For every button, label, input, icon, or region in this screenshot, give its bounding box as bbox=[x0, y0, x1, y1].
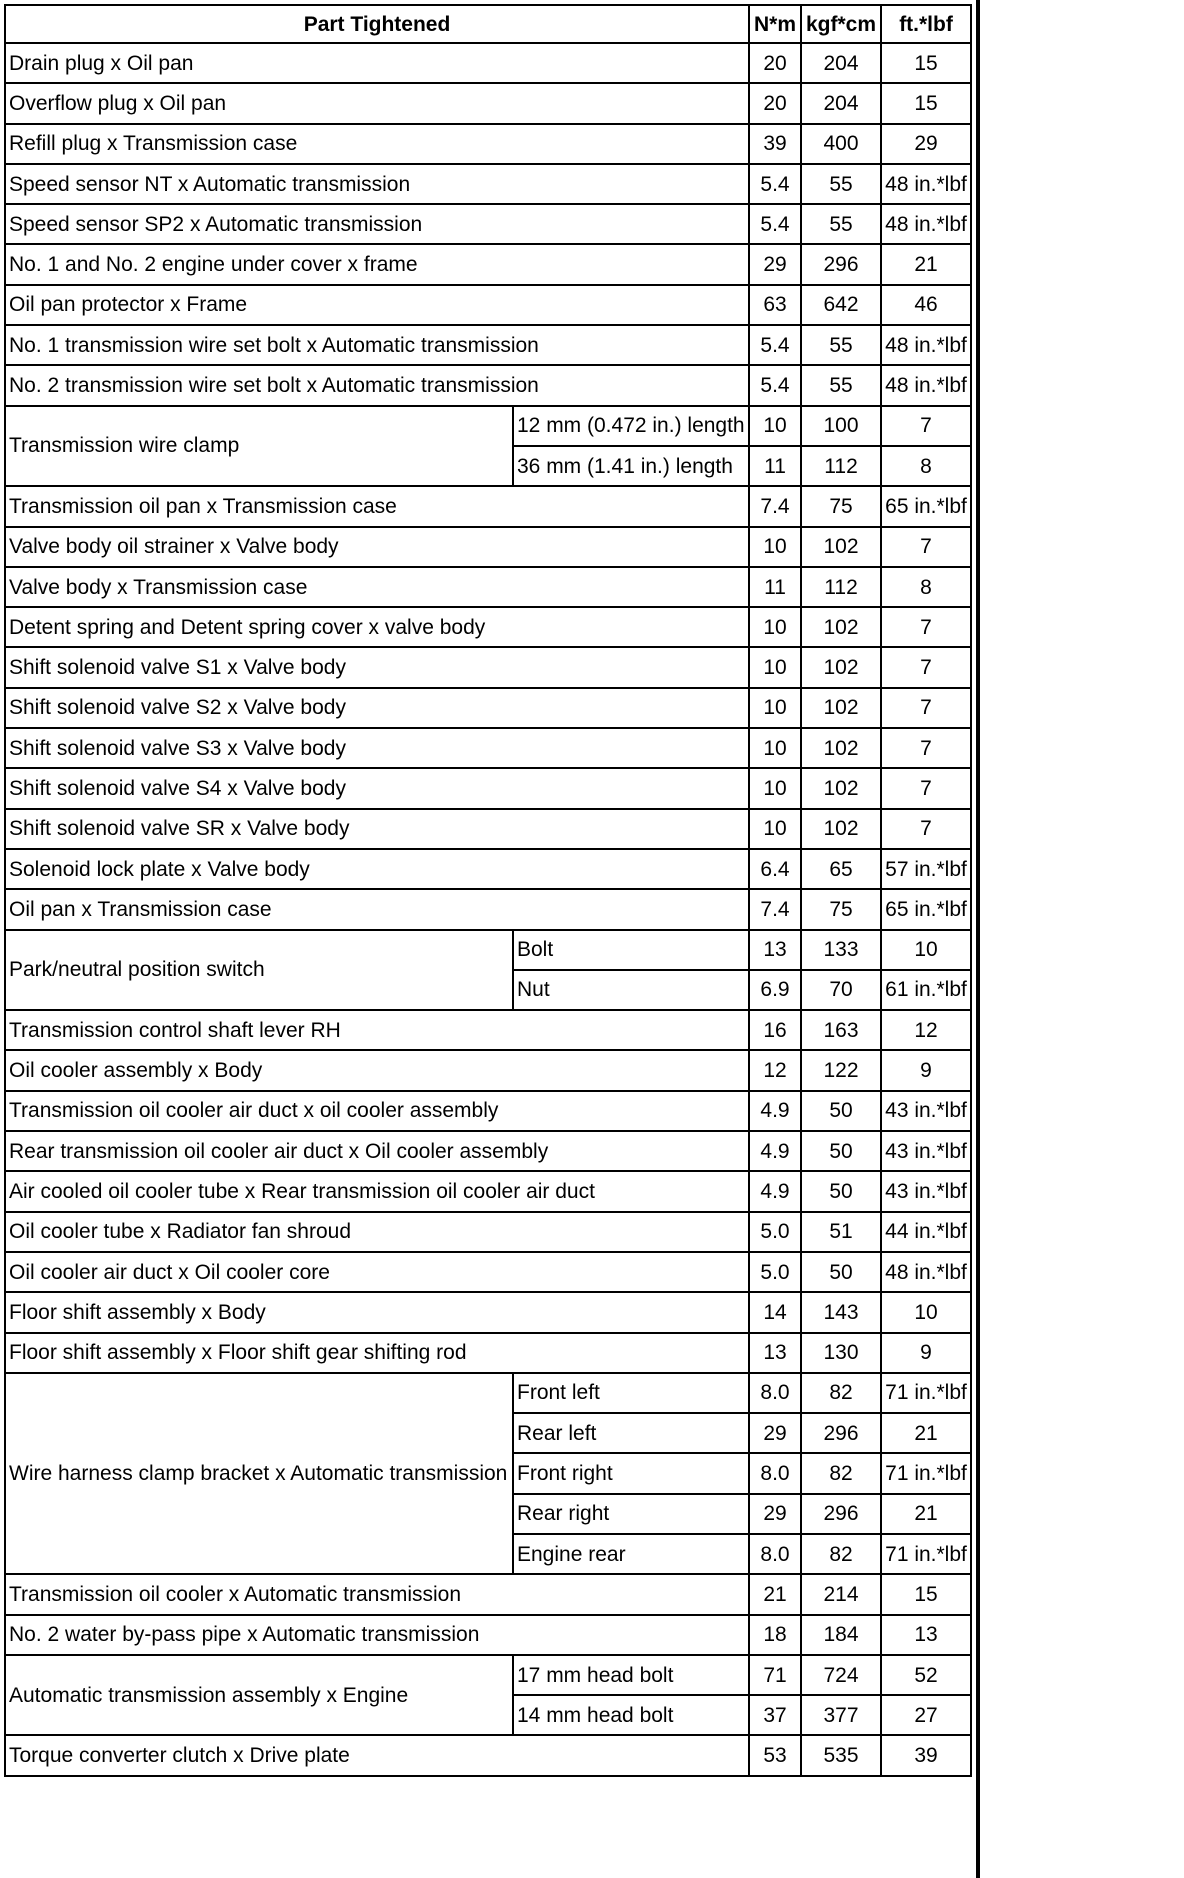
header-nm: N*m bbox=[749, 5, 801, 43]
nm-value-cell: 8.0 bbox=[749, 1534, 801, 1574]
header-kgf-cm: kgf*cm bbox=[801, 5, 881, 43]
header-part-tightened: Part Tightened bbox=[5, 5, 749, 43]
ft-lbf-value-cell: 10 bbox=[881, 930, 971, 970]
table-row bbox=[5, 889, 971, 929]
ft-lbf-value-cell: 43 in.*lbf bbox=[881, 1131, 971, 1171]
nm-value-cell: 5.4 bbox=[749, 365, 801, 405]
part-name-cell: No. 2 water by-pass pipe x Automatic transmission bbox=[5, 1615, 749, 1655]
part-name-cell: Shift solenoid valve S4 x Valve body bbox=[5, 768, 749, 808]
part-name-cell: Detent spring and Detent spring cover x valve body bbox=[5, 607, 749, 647]
sub-part-cell: Front right bbox=[513, 1453, 749, 1493]
kgf-cm-value-cell: 50 bbox=[801, 1131, 881, 1171]
part-name-cell: Valve body x Transmission case bbox=[5, 567, 749, 607]
kgf-cm-value-cell: 102 bbox=[801, 688, 881, 728]
nm-value-cell: 5.0 bbox=[749, 1212, 801, 1252]
kgf-cm-value-cell: 296 bbox=[801, 1494, 881, 1534]
part-name-cell: Speed sensor SP2 x Automatic transmission bbox=[5, 204, 749, 244]
part-name-cell: Valve body oil strainer x Valve body bbox=[5, 527, 749, 567]
kgf-cm-value-cell: 143 bbox=[801, 1292, 881, 1332]
ft-lbf-value-cell: 7 bbox=[881, 406, 971, 446]
ft-lbf-value-cell: 7 bbox=[881, 809, 971, 849]
nm-value-cell: 5.4 bbox=[749, 164, 801, 204]
kgf-cm-value-cell: 82 bbox=[801, 1534, 881, 1574]
nm-value-cell: 5.0 bbox=[749, 1252, 801, 1292]
ft-lbf-value-cell: 21 bbox=[881, 1413, 971, 1453]
kgf-cm-value-cell: 70 bbox=[801, 970, 881, 1010]
part-name-cell: Speed sensor NT x Automatic transmission bbox=[5, 164, 749, 204]
nm-value-cell: 16 bbox=[749, 1010, 801, 1050]
kgf-cm-value-cell: 112 bbox=[801, 567, 881, 607]
nm-value-cell: 8.0 bbox=[749, 1453, 801, 1493]
sub-part-cell: 12 mm (0.472 in.) length bbox=[513, 406, 749, 446]
nm-value-cell: 4.9 bbox=[749, 1171, 801, 1211]
ft-lbf-value-cell: 48 in.*lbf bbox=[881, 365, 971, 405]
nm-value-cell: 10 bbox=[749, 809, 801, 849]
ft-lbf-value-cell: 15 bbox=[881, 43, 971, 83]
ft-lbf-value-cell: 48 in.*lbf bbox=[881, 204, 971, 244]
part-name-cell: Solenoid lock plate x Valve body bbox=[5, 849, 749, 889]
kgf-cm-value-cell: 204 bbox=[801, 43, 881, 83]
torque-spec-table bbox=[4, 4, 972, 1777]
ft-lbf-value-cell: 29 bbox=[881, 124, 971, 164]
kgf-cm-value-cell: 82 bbox=[801, 1373, 881, 1413]
ft-lbf-value-cell: 12 bbox=[881, 1010, 971, 1050]
ft-lbf-value-cell: 46 bbox=[881, 285, 971, 325]
ft-lbf-value-cell: 7 bbox=[881, 688, 971, 728]
table-row bbox=[5, 607, 971, 647]
table-row bbox=[5, 164, 971, 204]
part-name-cell: Oil pan protector x Frame bbox=[5, 285, 749, 325]
sub-part-cell: 36 mm (1.41 in.) length bbox=[513, 446, 749, 486]
kgf-cm-value-cell: 296 bbox=[801, 244, 881, 284]
nm-value-cell: 71 bbox=[749, 1655, 801, 1695]
ft-lbf-value-cell: 13 bbox=[881, 1615, 971, 1655]
part-name-cell: Rear transmission oil cooler air duct x Oil cooler assembly bbox=[5, 1131, 749, 1171]
part-name-cell: Shift solenoid valve SR x Valve body bbox=[5, 809, 749, 849]
part-name-cell: Transmission oil pan x Transmission case bbox=[5, 486, 749, 526]
table-row bbox=[5, 688, 971, 728]
nm-value-cell: 10 bbox=[749, 647, 801, 687]
ft-lbf-value-cell: 7 bbox=[881, 647, 971, 687]
table-row bbox=[5, 244, 971, 284]
table-row bbox=[5, 406, 971, 446]
part-name-cell: Shift solenoid valve S3 x Valve body bbox=[5, 728, 749, 768]
table-row bbox=[5, 1010, 971, 1050]
table-row bbox=[5, 1252, 971, 1292]
nm-value-cell: 10 bbox=[749, 728, 801, 768]
nm-value-cell: 4.9 bbox=[749, 1131, 801, 1171]
part-name-cell: Park/neutral position switch bbox=[5, 930, 513, 1011]
nm-value-cell: 5.4 bbox=[749, 325, 801, 365]
table-row bbox=[5, 1212, 971, 1252]
table-row bbox=[5, 1050, 971, 1090]
kgf-cm-value-cell: 51 bbox=[801, 1212, 881, 1252]
sub-part-cell: Rear right bbox=[513, 1494, 749, 1534]
sub-part-cell: Bolt bbox=[513, 930, 749, 970]
ft-lbf-value-cell: 39 bbox=[881, 1735, 971, 1775]
table-body bbox=[5, 43, 971, 1776]
ft-lbf-value-cell: 65 in.*lbf bbox=[881, 889, 971, 929]
sub-part-cell: Front left bbox=[513, 1373, 749, 1413]
ft-lbf-value-cell: 7 bbox=[881, 607, 971, 647]
part-name-cell: Oil pan x Transmission case bbox=[5, 889, 749, 929]
part-name-cell: Overflow plug x Oil pan bbox=[5, 83, 749, 123]
kgf-cm-value-cell: 133 bbox=[801, 930, 881, 970]
table-row bbox=[5, 1171, 971, 1211]
ft-lbf-value-cell: 44 in.*lbf bbox=[881, 1212, 971, 1252]
ft-lbf-value-cell: 71 in.*lbf bbox=[881, 1373, 971, 1413]
part-name-cell: Oil cooler assembly x Body bbox=[5, 1050, 749, 1090]
ft-lbf-value-cell: 71 in.*lbf bbox=[881, 1453, 971, 1493]
table-row bbox=[5, 365, 971, 405]
kgf-cm-value-cell: 102 bbox=[801, 728, 881, 768]
nm-value-cell: 29 bbox=[749, 1494, 801, 1534]
ft-lbf-value-cell: 21 bbox=[881, 244, 971, 284]
ft-lbf-value-cell: 65 in.*lbf bbox=[881, 486, 971, 526]
part-name-cell: Oil cooler tube x Radiator fan shroud bbox=[5, 1212, 749, 1252]
ft-lbf-value-cell: 7 bbox=[881, 527, 971, 567]
ft-lbf-value-cell: 43 in.*lbf bbox=[881, 1091, 971, 1131]
part-name-cell: Torque converter clutch x Drive plate bbox=[5, 1735, 749, 1775]
nm-value-cell: 11 bbox=[749, 567, 801, 607]
nm-value-cell: 37 bbox=[749, 1695, 801, 1735]
table-row bbox=[5, 527, 971, 567]
kgf-cm-value-cell: 163 bbox=[801, 1010, 881, 1050]
nm-value-cell: 11 bbox=[749, 446, 801, 486]
kgf-cm-value-cell: 102 bbox=[801, 647, 881, 687]
nm-value-cell: 13 bbox=[749, 1333, 801, 1373]
ft-lbf-value-cell: 15 bbox=[881, 83, 971, 123]
kgf-cm-value-cell: 102 bbox=[801, 809, 881, 849]
part-name-cell: Automatic transmission assembly x Engine bbox=[5, 1655, 513, 1736]
table-row bbox=[5, 204, 971, 244]
kgf-cm-value-cell: 724 bbox=[801, 1655, 881, 1695]
nm-value-cell: 18 bbox=[749, 1615, 801, 1655]
ft-lbf-value-cell: 9 bbox=[881, 1050, 971, 1090]
ft-lbf-value-cell: 48 in.*lbf bbox=[881, 1252, 971, 1292]
part-name-cell: Wire harness clamp bracket x Automatic transmission bbox=[5, 1373, 513, 1574]
table-row bbox=[5, 43, 971, 83]
table-row bbox=[5, 1333, 971, 1373]
part-name-cell: Transmission wire clamp bbox=[5, 406, 513, 487]
kgf-cm-value-cell: 642 bbox=[801, 285, 881, 325]
nm-value-cell: 13 bbox=[749, 930, 801, 970]
ft-lbf-value-cell: 9 bbox=[881, 1333, 971, 1373]
sub-part-cell: Rear left bbox=[513, 1413, 749, 1453]
ft-lbf-value-cell: 10 bbox=[881, 1292, 971, 1332]
kgf-cm-value-cell: 130 bbox=[801, 1333, 881, 1373]
kgf-cm-value-cell: 55 bbox=[801, 365, 881, 405]
table-row bbox=[5, 83, 971, 123]
part-name-cell: Shift solenoid valve S2 x Valve body bbox=[5, 688, 749, 728]
kgf-cm-value-cell: 75 bbox=[801, 486, 881, 526]
nm-value-cell: 7.4 bbox=[749, 486, 801, 526]
part-name-cell: Refill plug x Transmission case bbox=[5, 124, 749, 164]
table-row bbox=[5, 1574, 971, 1614]
ft-lbf-value-cell: 61 in.*lbf bbox=[881, 970, 971, 1010]
kgf-cm-value-cell: 55 bbox=[801, 204, 881, 244]
kgf-cm-value-cell: 214 bbox=[801, 1574, 881, 1614]
kgf-cm-value-cell: 55 bbox=[801, 164, 881, 204]
part-name-cell: Transmission oil cooler x Automatic transmission bbox=[5, 1574, 749, 1614]
nm-value-cell: 63 bbox=[749, 285, 801, 325]
header-ft-lbf: ft.*lbf bbox=[881, 5, 971, 43]
ft-lbf-value-cell: 57 in.*lbf bbox=[881, 849, 971, 889]
nm-value-cell: 6.9 bbox=[749, 970, 801, 1010]
kgf-cm-value-cell: 102 bbox=[801, 768, 881, 808]
kgf-cm-value-cell: 102 bbox=[801, 527, 881, 567]
nm-value-cell: 10 bbox=[749, 527, 801, 567]
right-border-rule bbox=[976, 0, 980, 1878]
part-name-cell: Floor shift assembly x Body bbox=[5, 1292, 749, 1332]
part-name-cell: Oil cooler air duct x Oil cooler core bbox=[5, 1252, 749, 1292]
table-row bbox=[5, 647, 971, 687]
nm-value-cell: 53 bbox=[749, 1735, 801, 1775]
sub-part-cell: Nut bbox=[513, 970, 749, 1010]
nm-value-cell: 14 bbox=[749, 1292, 801, 1332]
nm-value-cell: 4.9 bbox=[749, 1091, 801, 1131]
nm-value-cell: 20 bbox=[749, 43, 801, 83]
nm-value-cell: 39 bbox=[749, 124, 801, 164]
table-row bbox=[5, 1091, 971, 1131]
part-name-cell: Air cooled oil cooler tube x Rear transmission oil cooler air duct bbox=[5, 1171, 749, 1211]
sub-part-cell: Engine rear bbox=[513, 1534, 749, 1574]
table-row bbox=[5, 486, 971, 526]
nm-value-cell: 29 bbox=[749, 244, 801, 284]
nm-value-cell: 6.4 bbox=[749, 849, 801, 889]
kgf-cm-value-cell: 112 bbox=[801, 446, 881, 486]
table-row bbox=[5, 809, 971, 849]
ft-lbf-value-cell: 15 bbox=[881, 1574, 971, 1614]
nm-value-cell: 10 bbox=[749, 406, 801, 446]
kgf-cm-value-cell: 82 bbox=[801, 1453, 881, 1493]
kgf-cm-value-cell: 65 bbox=[801, 849, 881, 889]
nm-value-cell: 7.4 bbox=[749, 889, 801, 929]
table-row bbox=[5, 728, 971, 768]
table-row bbox=[5, 124, 971, 164]
kgf-cm-value-cell: 296 bbox=[801, 1413, 881, 1453]
table-row bbox=[5, 1373, 971, 1413]
kgf-cm-value-cell: 102 bbox=[801, 607, 881, 647]
nm-value-cell: 12 bbox=[749, 1050, 801, 1090]
table-row bbox=[5, 849, 971, 889]
nm-value-cell: 10 bbox=[749, 607, 801, 647]
part-name-cell: No. 1 and No. 2 engine under cover x frame bbox=[5, 244, 749, 284]
table-row bbox=[5, 285, 971, 325]
ft-lbf-value-cell: 71 in.*lbf bbox=[881, 1534, 971, 1574]
part-name-cell: No. 2 transmission wire set bolt x Automatic transmission bbox=[5, 365, 749, 405]
ft-lbf-value-cell: 48 in.*lbf bbox=[881, 325, 971, 365]
kgf-cm-value-cell: 75 bbox=[801, 889, 881, 929]
sub-part-cell: 17 mm head bolt bbox=[513, 1655, 749, 1695]
nm-value-cell: 10 bbox=[749, 768, 801, 808]
table-row bbox=[5, 1735, 971, 1775]
part-name-cell: Transmission oil cooler air duct x oil cooler assembly bbox=[5, 1091, 749, 1131]
table-row bbox=[5, 768, 971, 808]
table-row bbox=[5, 567, 971, 607]
kgf-cm-value-cell: 100 bbox=[801, 406, 881, 446]
kgf-cm-value-cell: 204 bbox=[801, 83, 881, 123]
table-row bbox=[5, 1655, 971, 1695]
ft-lbf-value-cell: 8 bbox=[881, 446, 971, 486]
ft-lbf-value-cell: 52 bbox=[881, 1655, 971, 1695]
kgf-cm-value-cell: 400 bbox=[801, 124, 881, 164]
table-row bbox=[5, 325, 971, 365]
table-row bbox=[5, 1131, 971, 1171]
kgf-cm-value-cell: 377 bbox=[801, 1695, 881, 1735]
nm-value-cell: 8.0 bbox=[749, 1373, 801, 1413]
ft-lbf-value-cell: 7 bbox=[881, 768, 971, 808]
kgf-cm-value-cell: 50 bbox=[801, 1091, 881, 1131]
ft-lbf-value-cell: 7 bbox=[881, 728, 971, 768]
kgf-cm-value-cell: 55 bbox=[801, 325, 881, 365]
part-name-cell: Shift solenoid valve S1 x Valve body bbox=[5, 647, 749, 687]
nm-value-cell: 5.4 bbox=[749, 204, 801, 244]
kgf-cm-value-cell: 50 bbox=[801, 1252, 881, 1292]
part-name-cell: Drain plug x Oil pan bbox=[5, 43, 749, 83]
header-row bbox=[5, 5, 971, 43]
ft-lbf-value-cell: 21 bbox=[881, 1494, 971, 1534]
part-name-cell: Transmission control shaft lever RH bbox=[5, 1010, 749, 1050]
part-name-cell: No. 1 transmission wire set bolt x Automatic transmission bbox=[5, 325, 749, 365]
table-row bbox=[5, 1615, 971, 1655]
nm-value-cell: 21 bbox=[749, 1574, 801, 1614]
kgf-cm-value-cell: 184 bbox=[801, 1615, 881, 1655]
nm-value-cell: 10 bbox=[749, 688, 801, 728]
table-row bbox=[5, 930, 971, 970]
ft-lbf-value-cell: 43 in.*lbf bbox=[881, 1171, 971, 1211]
torque-spec-table-wrapper bbox=[4, 4, 970, 1777]
ft-lbf-value-cell: 27 bbox=[881, 1695, 971, 1735]
part-name-cell: Floor shift assembly x Floor shift gear shifting rod bbox=[5, 1333, 749, 1373]
sub-part-cell: 14 mm head bolt bbox=[513, 1695, 749, 1735]
kgf-cm-value-cell: 535 bbox=[801, 1735, 881, 1775]
ft-lbf-value-cell: 48 in.*lbf bbox=[881, 164, 971, 204]
ft-lbf-value-cell: 8 bbox=[881, 567, 971, 607]
nm-value-cell: 29 bbox=[749, 1413, 801, 1453]
table-row bbox=[5, 1292, 971, 1332]
kgf-cm-value-cell: 122 bbox=[801, 1050, 881, 1090]
kgf-cm-value-cell: 50 bbox=[801, 1171, 881, 1211]
nm-value-cell: 20 bbox=[749, 83, 801, 123]
